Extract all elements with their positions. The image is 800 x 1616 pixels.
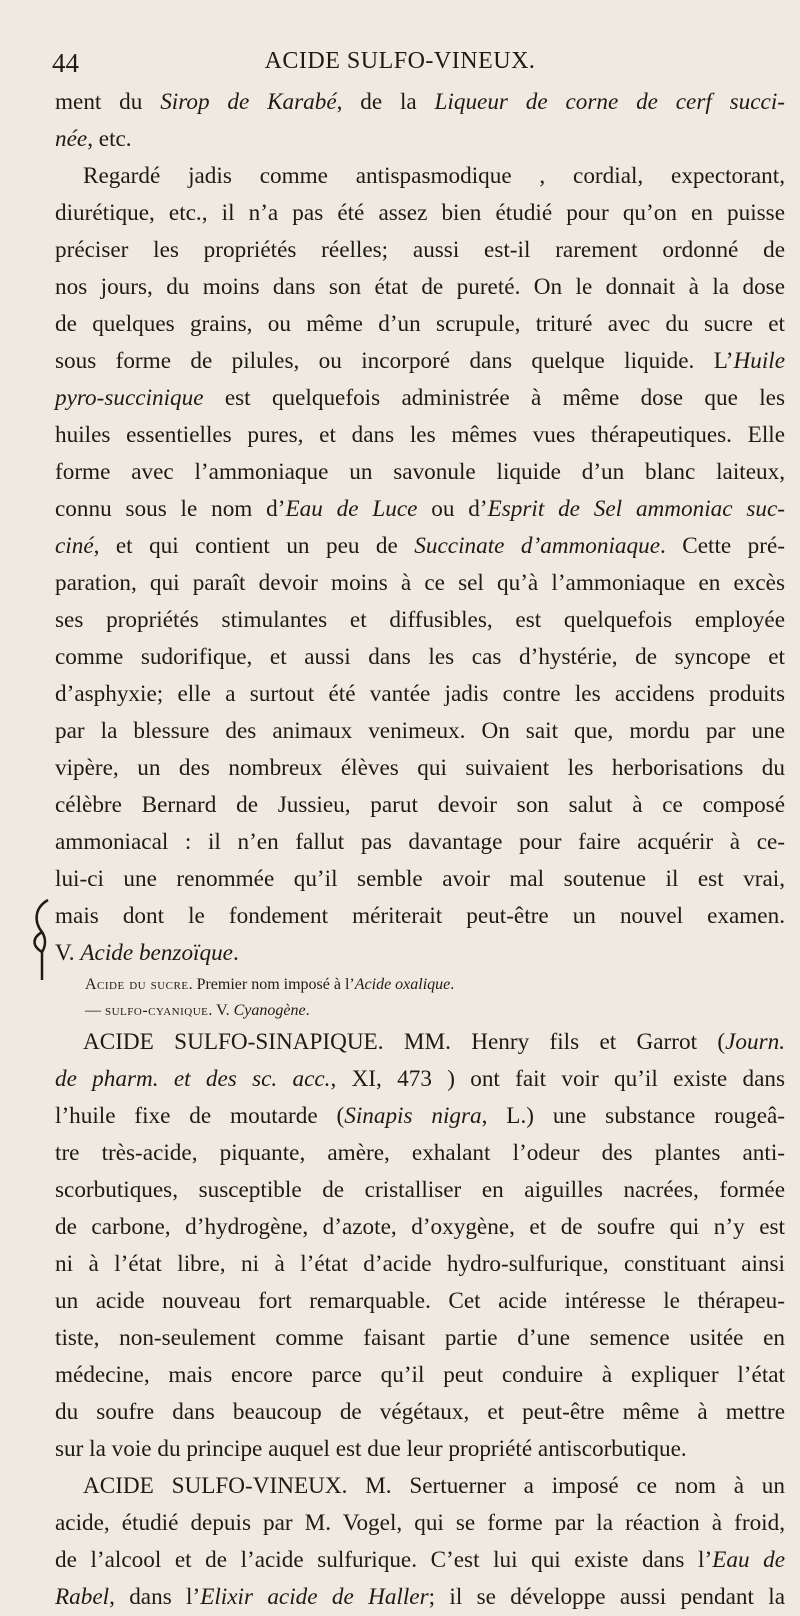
text-line [55,935,785,972]
text-line [55,1135,785,1172]
text-line [55,380,785,417]
text-segment: ; il se développe aussi pendant la [428,1584,785,1610]
text-segment: . V. [208,1002,234,1019]
page-header [0,44,800,84]
text-line [55,898,785,935]
text-line [55,121,785,158]
text-segment: tre très-acide, piquante, amère, exhalant l’odeur des plantes anti- [55,1140,785,1166]
text-line [55,1394,785,1431]
text-segment: tiste, non-seulement comme faisant partie d’une semence usitée en [55,1325,785,1351]
text-line [55,824,785,861]
text-segment: nos jours, du moins dans son état de pureté. On le donnait à la dose [55,274,785,300]
text-line [55,269,785,306]
italic-segment: Rabel [55,1584,110,1610]
text-line [55,232,785,269]
text-segment: , XI, 473 ) ont fait voir qu’il existe dans [330,1066,785,1092]
text-segment: célèbre Bernard de Jussieu, parut devoir son salut à ce composé [55,792,785,818]
text-segment: préciser les propriétés réelles; aussi est-il rarement ordonné de [55,237,785,263]
text-line [55,1246,785,1283]
text-segment: , et qui contient un peu de [93,533,415,559]
text-segment: V. [55,940,81,966]
smallcaps-segment: sulfo-cyanique [105,1002,209,1019]
text-line [55,787,785,824]
cross-reference-entry [55,998,785,1024]
italic-segment: de pharm. et des sc. acc. [55,1066,331,1092]
text-line [55,1542,785,1579]
page-number: 44 [52,48,79,78]
text-line [55,713,785,750]
italic-segment: Succinate d’ammoniaque [414,533,660,559]
text-segment: ACIDE SULFO-VINEUX. M. Sertuerner a imposé ce nom à un [83,1473,785,1499]
italic-segment: pyro-succinique [55,385,204,411]
text-segment: acide, étudié depuis par M. Vogel, qui se forme par la réaction à froid, [55,1510,785,1536]
text-segment: par la blessure des animaux venimeux. On sait que, mordu par une [55,718,785,744]
text-line [55,454,785,491]
text-segment: du soufre dans beaucoup de végétaux, et peut-être même à mettre [55,1399,785,1425]
text-segment: mais dont le fondement mériterait peut-être un nouvel examen. [55,903,785,929]
text-line [55,417,785,454]
text-segment: d’asphyxie; elle a surtout été vantée jadis contre les accidens produits [55,681,785,707]
text-segment: de l’alcool et de l’acide sulfurique. C’est lui qui existe dans l’ [55,1547,713,1573]
text-line [55,1431,785,1468]
page-body [55,84,785,1616]
entry-heading-line [55,1024,785,1061]
text-line [55,1320,785,1357]
text-segment: , etc. [87,126,132,152]
text-segment: . Cette pré- [660,533,785,559]
text-segment: — [85,1002,105,1019]
text-segment: , L.) une substance rougeâ- [481,1103,786,1129]
text-segment: paration, qui paraît devoir moins à ce sel qu’à l’ammoniaque en excès [55,570,785,596]
text-segment: médecine, mais encore parce qu’il peut conduire à expliquer l’état [55,1362,785,1388]
smallcaps-segment: Acide du sucre [85,976,189,993]
text-segment: comme sudorifique, et aussi dans les cas d’hystérie, de syncope et [55,644,785,670]
text-segment: sous forme de pilules, ou incorporé dans quelque liquide. L’ [55,348,734,374]
margin-bracket-mark [28,898,54,982]
text-segment: sur la voie du principe auquel est due leur propriété antiscorbutique. [55,1436,687,1462]
italic-segment: Cyanogène [233,1002,306,1019]
italic-segment: Huile [733,348,785,374]
italic-segment: Elixir acide de Haller [200,1584,429,1610]
italic-segment: Acide benzoïque [80,940,233,966]
text-segment: Regardé jadis comme antispasmodique , cordial, expectorant, [83,163,785,189]
text-segment: . [450,976,455,993]
italic-segment: née [55,126,88,152]
text-segment: huiles essentielles pures, et dans les mêmes vues thérapeutiques. Elle [55,422,785,448]
text-line [55,861,785,898]
italic-segment: Sinapis nigra [344,1103,482,1129]
text-line [55,343,785,380]
text-segment: , dans l’ [109,1584,201,1610]
text-segment: , de la [336,89,435,115]
italic-segment: Esprit de Sel ammoniac suc- [487,496,785,522]
text-line [55,528,785,565]
italic-segment: Liqueur de corne de cerf succi- [434,89,785,115]
text-line [55,602,785,639]
italic-segment: Eau de Luce [285,496,418,522]
text-segment: lui-ci une renommée qu’il semble avoir mal soutenue il est vrai, [55,866,785,892]
text-line [55,639,785,676]
text-segment: un acide nouveau fort remarquable. Cet acide intéresse le thérapeu- [55,1288,785,1314]
italic-segment: Eau de [712,1547,785,1573]
text-line [55,1172,785,1209]
text-line [55,1098,785,1135]
text-line [55,676,785,713]
cross-reference-entry [55,972,785,998]
text-segment: ment du [55,89,161,115]
text-line [55,1579,785,1616]
text-line [55,1505,785,1542]
text-segment: diurétique, etc., il n’a pas été assez bien étudié pour qu’on en puisse [55,200,785,226]
text-segment: . [305,1002,310,1019]
text-line [55,565,785,602]
text-segment: forme avec l’ammoniaque un savonule liquide d’un blanc laiteux, [55,459,785,485]
text-line [55,750,785,787]
text-segment: ACIDE SULFO-SINAPIQUE. MM. Henry fils et Garrot ( [83,1029,726,1055]
text-segment: connu sous le nom d’ [55,496,286,522]
text-segment: ses propriétés stimulantes et diffusibles, est quelquefois employée [55,607,785,633]
text-line [55,491,785,528]
italic-segment: Sirop de Karabé [160,89,337,115]
italic-segment: ciné [55,533,94,559]
text-line [55,1283,785,1320]
text-segment: ammoniacal : il n’en fallut pas davantage pour faire acquérir à ce- [55,829,785,855]
text-segment: vipère, un des nombreux élèves qui suivaient les herborisations du [55,755,785,781]
text-segment: de quelques grains, ou même d’un scrupule, trituré avec du sucre et [55,311,785,337]
text-line [55,1061,785,1098]
text-line [55,1209,785,1246]
italic-segment: Acide oxalique [354,976,451,993]
text-segment: est quelquefois administrée à même dose que les [203,385,785,411]
text-line [55,306,785,343]
paragraph-start-line [55,158,785,195]
text-segment: l’huile fixe de moutarde ( [55,1103,345,1129]
text-segment: scorbutiques, susceptible de cristalliser en aiguilles nacrées, formée [55,1177,785,1203]
text-segment: ni à l’état libre, ni à l’état d’acide hydro-sulfurique, constituant ainsi [55,1251,785,1277]
entry-heading-line [55,1468,785,1505]
text-segment: de carbone, d’hydrogène, d’azote, d’oxygène, et de soufre qui n’y est [55,1214,785,1240]
running-title: ACIDE SULFO-VINEUX. [264,48,536,74]
text-segment: . Premier nom imposé à l’ [188,976,355,993]
text-line [55,195,785,232]
text-line [55,1357,785,1394]
text-line [55,84,785,121]
italic-segment: Journ. [725,1029,785,1055]
text-segment: ou d’ [417,496,488,522]
text-segment: . [232,940,239,966]
